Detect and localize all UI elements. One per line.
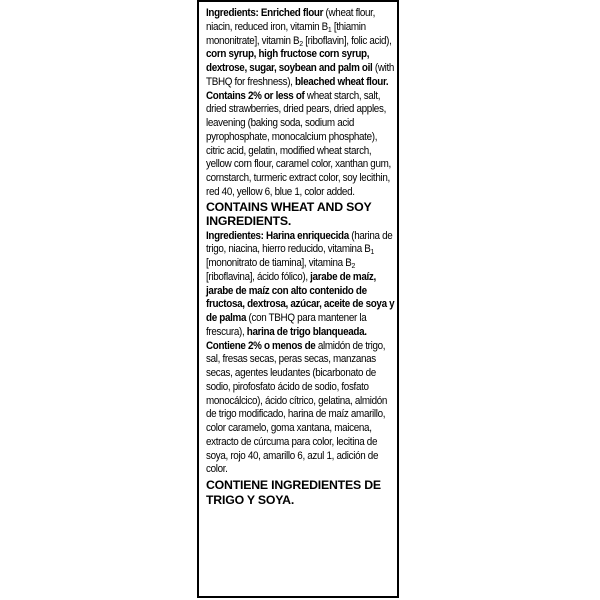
spanish-tbhq-note: (con TBHQ para mantener la frescura), (206, 312, 367, 338)
english-allergen-statement: CONTAINS WHEAT AND SOY INGREDIENTS. (206, 199, 372, 228)
spanish-allergen-statement: CONTIENE INGREDIENTES DE TRIGO Y SOYA. (206, 478, 381, 507)
english-ingredients-heading: Ingredients: (206, 7, 259, 19)
english-flour-detail-3: [riboflavin], folic acid), (302, 34, 392, 47)
spanish-vitamin-b2-subscript: 2 (351, 261, 356, 270)
english-sugars-oils: corn syrup, high fructose corn syrup, dextrose, sugar, soybean and palm oil (206, 48, 373, 74)
english-bleached-flour: bleached wheat flour. (294, 75, 389, 88)
spanish-ingredients-heading: Ingredientes: (206, 229, 264, 242)
english-ingredients-paragraph (206, 7, 397, 200)
english-flour-detail-2: [thiamin mononitrate], vitamin B (206, 20, 366, 47)
english-minor-ingredients: wheat starch, salt, dried strawberries, dried pears, dried apples, leavening (baking soda, sodium acid pyrophosphate, monocalcium phosphate), citric acid, gelatin, modified wheat starch, yellow corn flour, caramel color, xanthan gum, cornstarch, turmeric extract color, soy lecithin, red 40, yellow 6, blue 1, color added. (206, 89, 391, 198)
ingredients-label-panel (197, 0, 399, 598)
english-contains-less-heading: Contains 2% or less of (206, 89, 305, 102)
english-enriched-flour: Enriched flour (260, 7, 324, 19)
spanish-flour-detail-2: [mononitrato de tiamina], vitamina B (206, 257, 352, 269)
english-vitamin-b1-subscript: 1 (327, 24, 332, 34)
spanish-vitamin-b1-subscript: 1 (370, 247, 375, 257)
spanish-flour-detail-3: [riboflavina], ácido fólico), (206, 270, 311, 283)
spanish-sugars-oils: jarabe de maíz, jarabe de maíz con alto contenido de fructosa, dextrosa, azúcar, aceite de soya y de palma (206, 270, 395, 324)
spanish-contains-less-heading: Contiene 2% o menos de (206, 339, 316, 352)
spanish-bleached-flour: harina de trigo blanqueada. (246, 325, 367, 338)
spanish-ingredients-paragraph (206, 230, 397, 478)
spanish-flour-detail-1: (harina de trigo, niacina, hierro reducido, vitamina B (206, 229, 393, 256)
english-flour-detail-1: (wheat flour, niacin, reduced iron, vitamin B (206, 7, 375, 33)
spanish-enriched-flour: Harina enriquecida (266, 229, 349, 242)
english-vitamin-b2-subscript: 2 (299, 38, 303, 48)
spanish-minor-ingredients: almidón de trigo, sal, fresas secas, peras secas, manzanas secas, agentes leudantes (bicarbonato de sodio, pirofosfato ácido de sodio, fosfato monocálcico), ácido cítrico, gelatina, almidón de trigo modificado, harina de maíz amarillo, color caramelo, goma xantana, maicena, extracto de cúrcuma para color, lecitina de soya, rojo 40, amarillo 6, azul 1, adición de color. (206, 339, 388, 476)
english-tbhq-note: (with TBHQ for freshness), (206, 62, 395, 88)
